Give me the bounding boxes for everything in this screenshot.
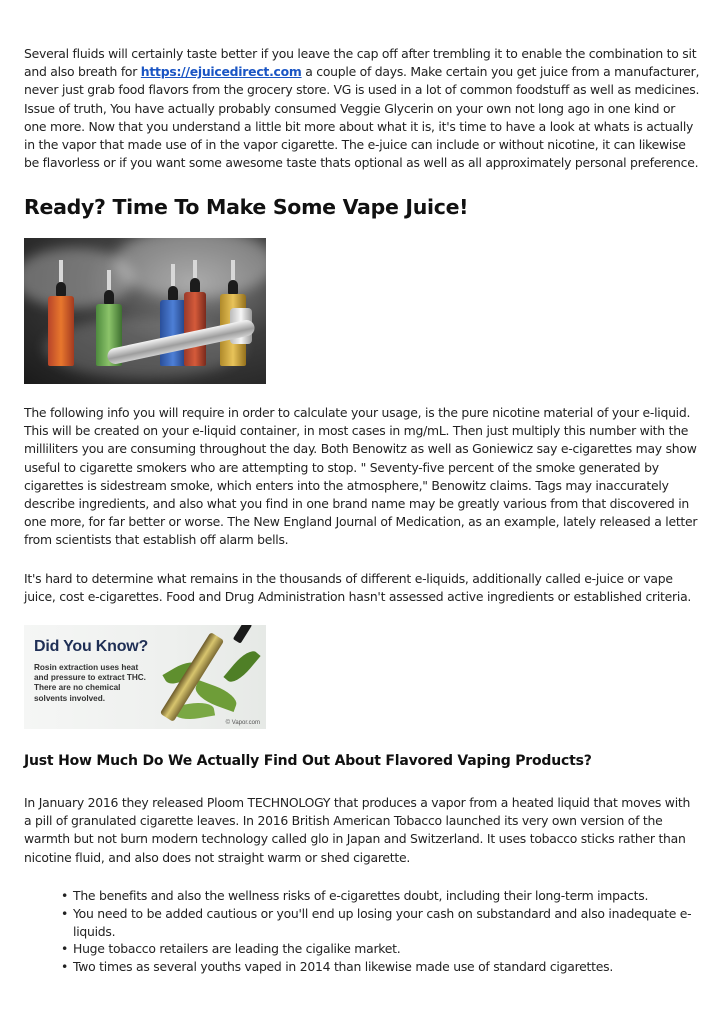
section-heading-flavored-vaping: Just How Much Do We Actually Find Out About Flavored Vaping Products? <box>24 753 592 769</box>
image-watermark: © Vapor.com <box>225 720 260 726</box>
did-you-know-image <box>24 625 266 729</box>
intro-text-after-link: a couple of days. Make certain you get juice from a manufacturer, never just grab food flavors from the grocery store. VG is used in a lot of common foodstuff as well as medicines. Issue of truth, You have actually probably consumed Veggie Glycerin on your own not long ago in one kind or one more. Now that you understand a little bit more about what it is, it's time to have a look at whats is actually in the vapor that made use of in the vapor cigarette. The e-juice can include or without nicotine, it can likewise be flavorless or if you want some awesome taste thats optional as well as all approximately personal preference. <box>24 64 700 171</box>
bullet-list <box>61 887 701 976</box>
did-you-know-text: Rosin extraction uses heat and pressure to extract THC. There are no chemical solvents involved. <box>34 663 146 703</box>
list-item: • You need to be added cautious or you'll end up losing your cash on substandard and also inadequate e-liquids. <box>61 905 701 941</box>
intro-text-before-link: Several fluids will certainly taste better if you leave the cap off after trembling it to enable the combination to sit and also breath for <box>24 46 697 80</box>
list-item: • The benefits and also the wellness risks of e-cigarettes doubt, including their long-term impacts. <box>61 887 701 905</box>
did-you-know-title: Did You Know? <box>34 638 149 655</box>
ejuicedirect-link[interactable]: https://ejuicedirect.com <box>140 64 302 80</box>
list-item: • Two times as several youths vaped in 2014 than likewise made use of standard cigarettes. <box>61 958 701 976</box>
vape-juice-bottles-image <box>24 238 266 384</box>
usage-paragraph: The following info you will require in order to calculate your usage, is the pure nicotine material of your e-liquid. This will be created on your e-liquid container, in most cases in mg/mL. Then just multiply this number with the milliliters you are consuming throughout the day. Both Benowitz as well as Goniewicz say e-cigarettes may show useful to cigarette smokers who are attempting to stop. " Seventy-five percent of the smoke generated by cigarettes is sidestream smoke, which enters into the atmosphere," Benowitz claims. Tags may inaccurately describe ingredients, and also what you find in one brand name may be greatly various from that discovered in one more, for far better or worse. The New England Journal of Medication, as an example, lately released a letter from scientists that establish off alarm bells. <box>24 405 698 548</box>
list-item: • Huge tobacco retailers are leading the cigalike market. <box>61 940 701 958</box>
section-heading-vape-juice: Ready? Time To Make Some Vape Juice! <box>24 195 469 219</box>
pen-mouthpiece <box>233 625 252 644</box>
intro-paragraph <box>24 45 700 172</box>
eliquids-paragraph: It's hard to determine what remains in the thousands of different e-liquids, additionally called e-juice or vape juice, cost e-cigarettes. Food and Drug Administration hasn't assessed active ingredients or established criteria. <box>24 571 692 605</box>
ploom-paragraph: In January 2016 they released Ploom TECHNOLOGY that produces a vapor from a heated liquid that moves with a pill of granulated cigarette leaves. In 2016 British American Tobacco launched its very own version of the warmth but not burn modern technology called glo in Japan and Switzerland. It uses tobacco sticks rather than nicotine fluid, and also does not straight warm or shed cigarette. <box>24 795 691 865</box>
